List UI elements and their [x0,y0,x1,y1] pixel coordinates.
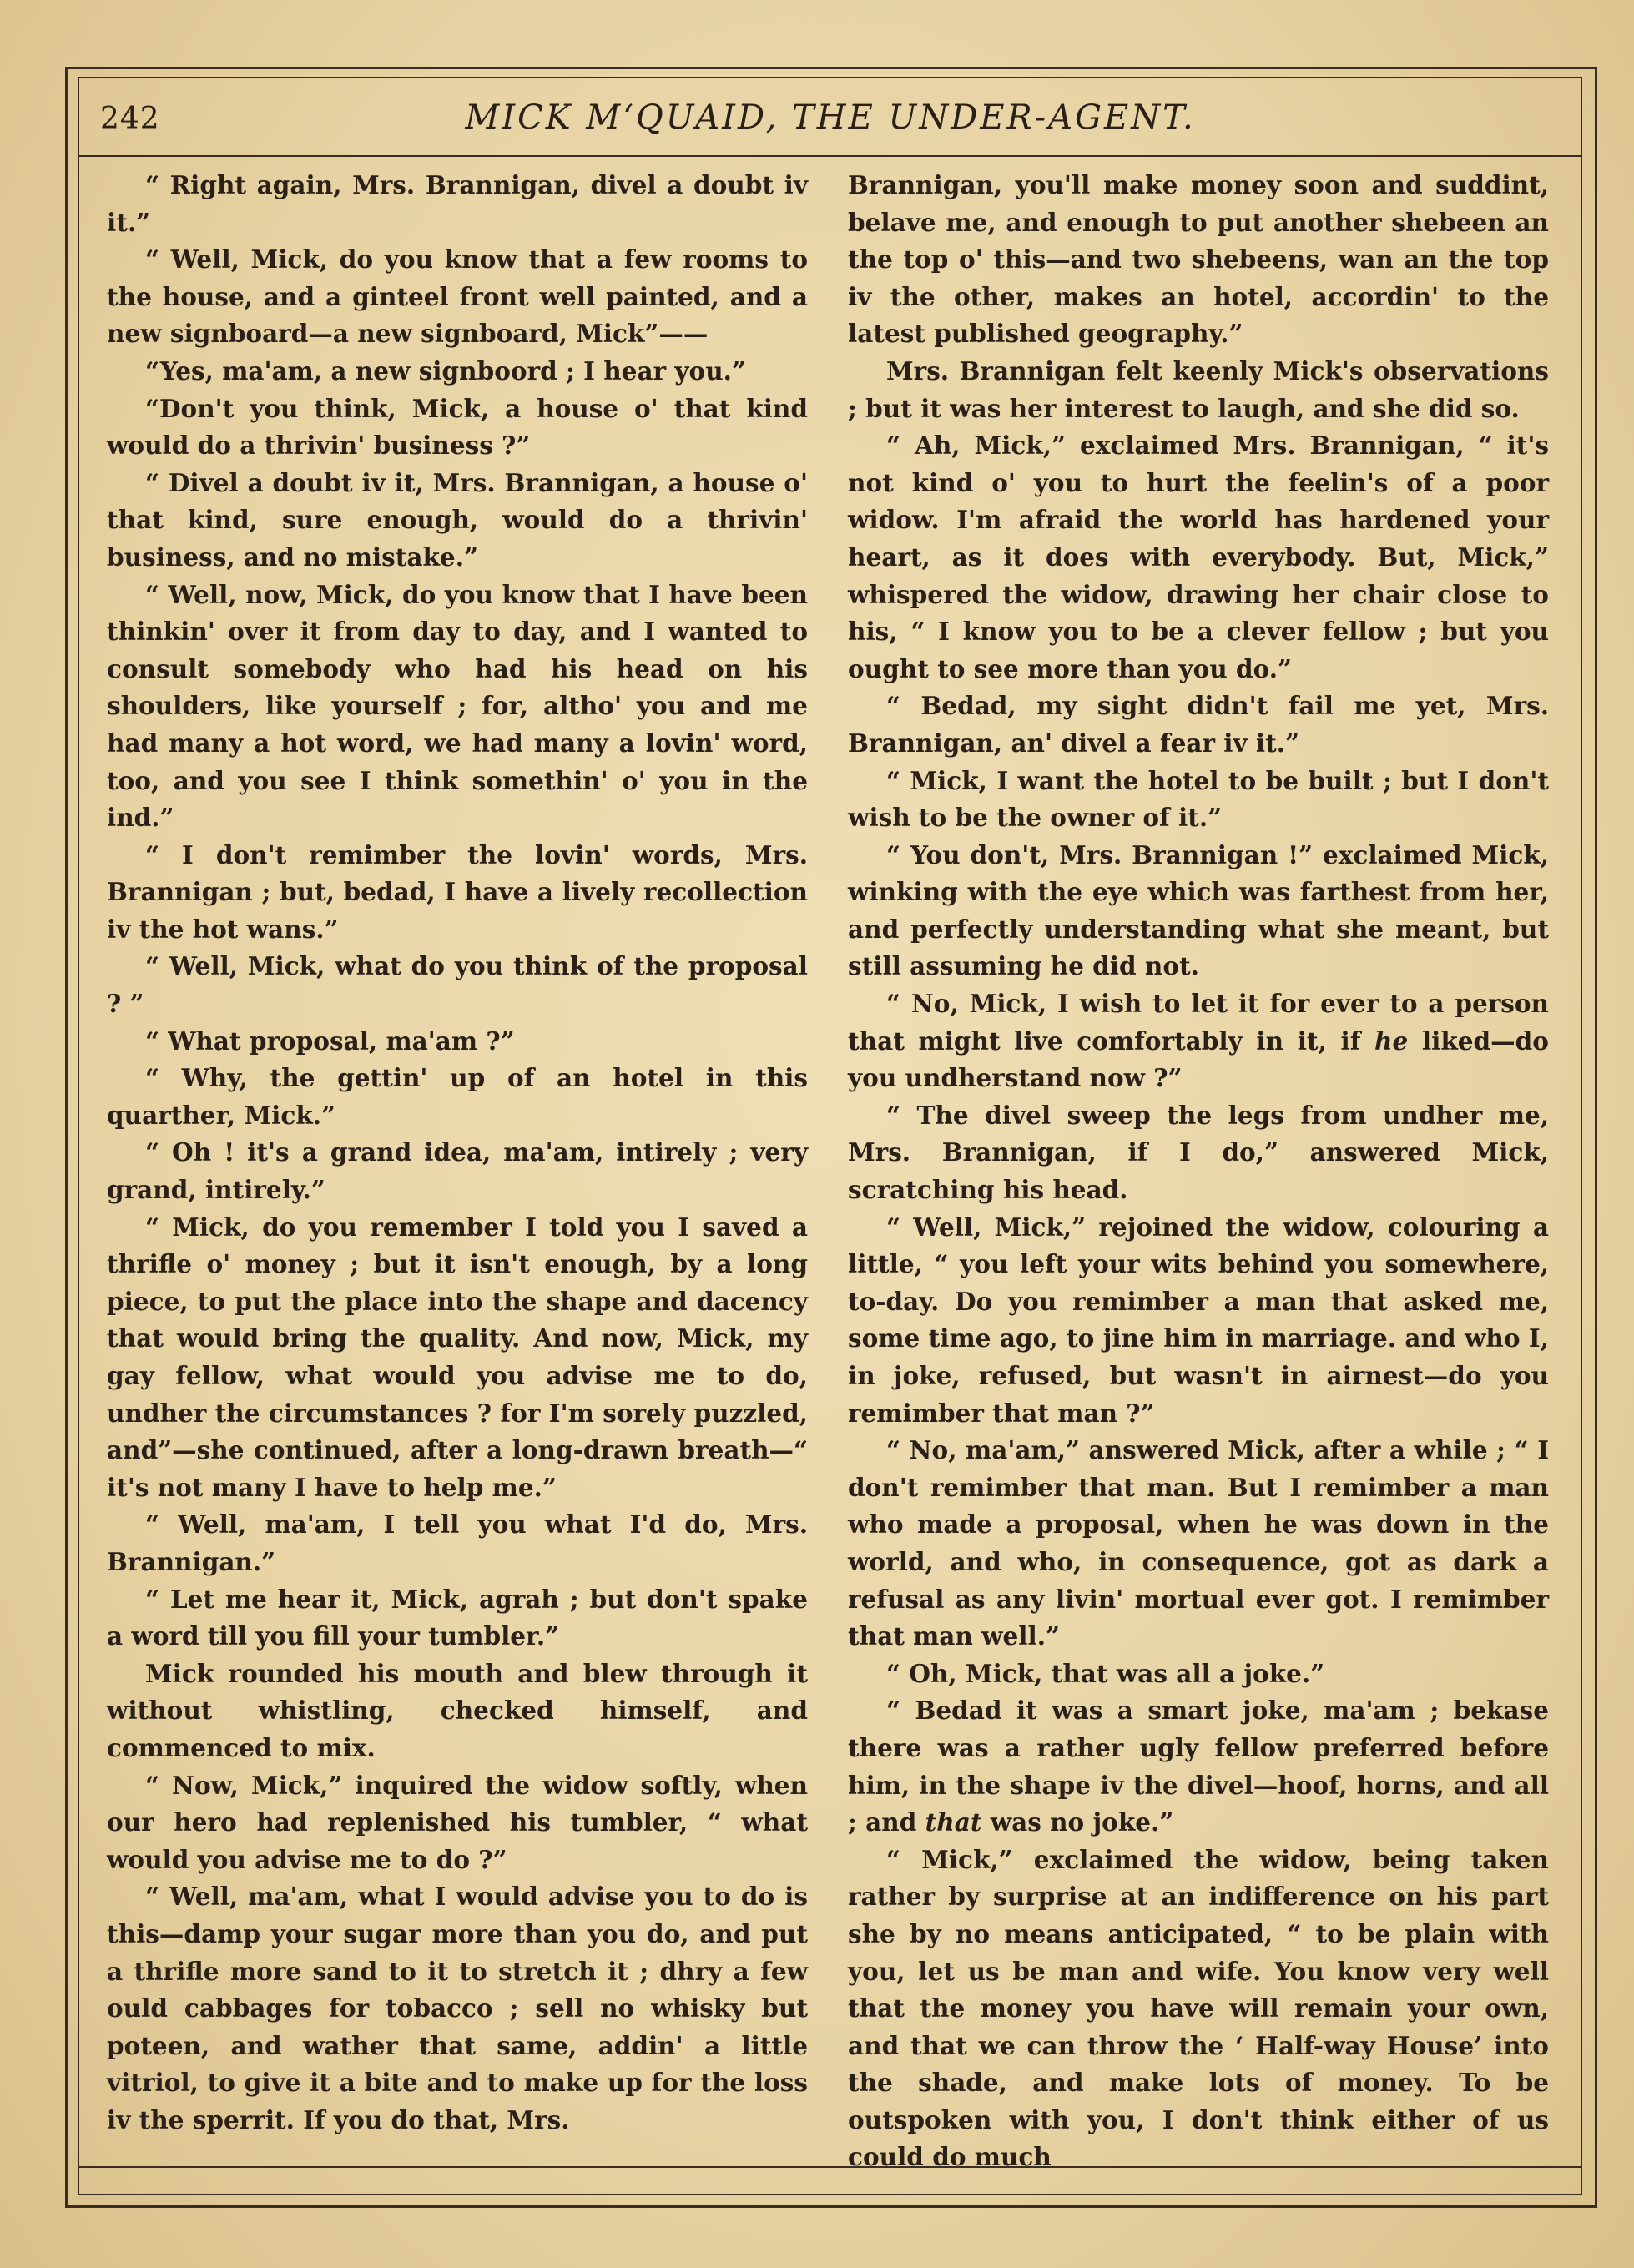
paragraph: “ The divel sweep the legs from undher me, Mrs. Brannigan, if I do,” answered Mick, scratching his head. [848,1100,1549,1205]
paragraph: “Don't you think, Mick, a house o' that kind would do a thrivin' business ?” [107,393,808,461]
text-run: liked—do you undherstand now ?” [848,1026,1549,1093]
paragraph: Mrs. Brannigan felt keenly Mick's observations ; but it was her interest to laugh, and she did so. [848,355,1549,423]
paragraph: Mick rounded his mouth and blew through it without whistling, checked himself, and commenced to mix. [107,1658,808,1762]
paragraph: “ Mick, I want the hotel to be built ; but I don't wish to be the owner of it.” [848,765,1549,833]
italic-text: that [925,1807,982,1837]
paragraph: “ You don't, Mrs. Brannigan !” exclaimed Mick, winking with the eye which was farthest from her, and perfectly understanding what she meant, but still assuming he did not. [848,839,1549,981]
paragraph: “ Well, Mick,” rejoined the widow, colouring a little, “ you left your wits behind you somewhere, to-day. Do you remimber a man that asked me, some time ago, to jine him in marriage. and who I, in joke, refused, but wasn't in airnest—do you remimber that man ?” [848,1212,1549,1428]
paragraph: “ No, ma'am,” answered Mick, after a while ; “ I don't remimber that man. But I remimber a man who made a proposal, when he was down in the world, and who, in consequence, got as dark a refusal as any livin' mortual ever got. I remimber that man well.” [848,1435,1549,1651]
paragraph: “ Let me hear it, Mick, agrah ; but don't spake a word till you fill your tumbler.” [107,1584,808,1651]
paragraph: “ Right again, Mrs. Brannigan, divel a doubt iv it.” [107,170,808,237]
paragraph: “ Oh, Mick, that was all a joke.” [886,1658,1325,1688]
right-column [848,167,1549,2172]
paragraph: “ What proposal, ma'am ?” [145,1026,515,1056]
paragraph: “ Divel a doubt iv it, Mrs. Brannigan, a house o' that kind, sure enough, would do a thrivin' business, and no mistake.” [107,467,808,572]
header-rule [78,155,1581,157]
left-column [107,167,808,2134]
paragraph: “ Why, the gettin' up of an hotel in this quarther, Mick.” [107,1063,808,1130]
paragraph: “ I don't remimber the lovin' words, Mrs. Brannigan ; but, bedad, I have a lively recollection iv the hot wans.” [107,839,808,944]
paragraph: “ Mick,” exclaimed the widow, being taken rather by surprise at an indifference on his part she by no means anticipated, “ to be plain with you, let us be man and wife. You know very well that the money you have will remain your own, and that we can throw the ‘ Half-way House’ into the shade, and make lots of money. To be outspoken with you, I don't think either of us could do much [848,1844,1549,2172]
page-number: 242 [100,102,160,136]
paragraph: “ Well, now, Mick, do you know that I have been thinkin' over it from day to day, and I wanted to consult somebody who had his head on his shoulders, like yourself ; for, altho' you and me had many a hot word, we had many a lovin' word, too, and you see I think somethin' o' you in the ind.” [107,579,808,833]
footer-rule [78,2166,1581,2168]
paragraph: “ Ah, Mick,” exclaimed Mrs. Brannigan, “ it's not kind o' you to hurt the feelin's of a poor widow. I'm afraid the world has hardened your heart, as it does with everybody. But, Mick,” whispered the widow, drawing her chair close to his, “ I know you to be a clever fellow ; but you ought to see more than you do.” [848,431,1549,683]
paragraph: “ Mick, do you remember I told you I saved a thrifle o' money ; but it isn't enough, by a long piece, to put the place into the shape and dacency that would bring the quality. And now, Mick, my gay fellow, what would you advise me to do, undher the circumstances ? for I'm sorely puzzled, and”—she continued, after a long-drawn breath—“ it's not many I have to help me.” [107,1212,808,1502]
text-run: was no joke.” [981,1807,1174,1837]
italic-text: he [1374,1026,1409,1056]
paragraph: “ Oh ! it's a grand idea, ma'am, intirely ; very grand, intirely.” [107,1137,808,1205]
page-header [92,90,1569,149]
text-run: “ Bedad it was a smart joke, ma'am ; bekase there was a rather ugly fellow preferred before him, in the shape iv the divel—hoof, horns, and all ; and [848,1696,1549,1837]
paragraph: “ Well, ma'am, I tell you what I'd do, Mrs. Brannigan.” [107,1509,808,1576]
paragraph: “ Now, Mick,” inquired the widow softly, when our hero had replenished his tumbler, “ what would you advise me to do ?” [107,1770,808,1874]
paragraph [848,985,1549,1097]
text-run: “ No, Mick, I wish to let it for ever to a person that might live comfortably in it, if [848,989,1549,1056]
paragraph [848,1692,1549,1841]
paragraph: “ Well, Mick, do you know that a few rooms to the house, and a ginteel front well painted, and a new signboard—a new signboard, Mick”—— [107,244,808,349]
paragraph: “ Well, ma'am, what I would advise you to do is this—damp your sugar more than you do, and put a thrifle more sand to it to stretch it ; dhry a few ould cabbages for tobacco ; sell no whisky but poteen, and wather that same, addin' a little vitriol, to give it a bite and to make up for the loss iv the sperrit. If you do that, Mrs. [107,1882,808,2134]
paragraph: “Yes, ma'am, a new signboord ; I hear you.” [145,355,746,386]
paragraph: “ Bedad, my sight didn't fail me yet, Mrs. Brannigan, an' divel a fear iv it.” [848,691,1549,758]
running-title: MICK M‘QUAID, THE UNDER-AGENT. [465,98,1196,137]
paragraph: “ Well, Mick, what do you think of the proposal ? ” [107,951,808,1019]
paragraph: Brannigan, you'll make money soon and suddint, belave me, and enough to put another shebeen an the top o' this—and two shebeens, wan an the top iv the other, makes an hotel, accordin' to the latest published geography.” [848,170,1549,349]
